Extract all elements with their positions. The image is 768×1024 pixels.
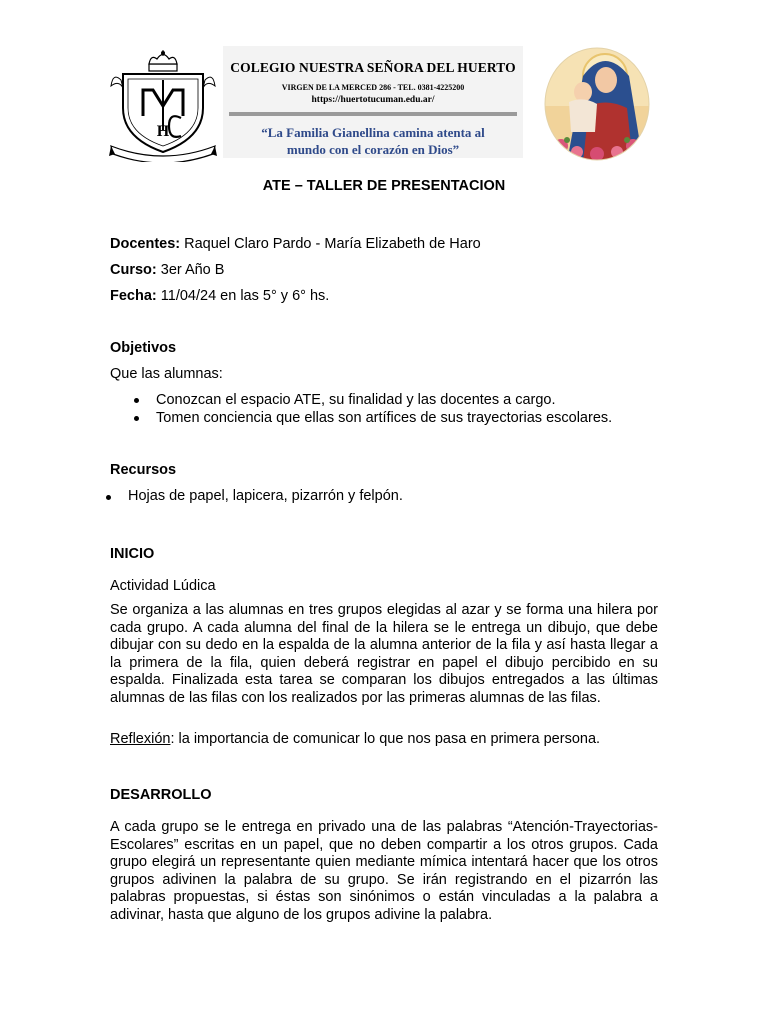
letterhead-block [223, 46, 523, 158]
bullet-icon [134, 398, 139, 403]
recursos-heading: Recursos [110, 462, 177, 478]
reflexion-text: : la importancia de comunicar lo que nos pasa en primera persona. [170, 731, 601, 747]
svg-text:H: H [156, 123, 170, 140]
crown-icon [149, 50, 177, 71]
desarrollo-heading: DESARROLLO [110, 787, 212, 803]
school-motto [223, 124, 523, 158]
reflexion-line [110, 730, 600, 748]
header-divider [229, 112, 517, 116]
fecha-value: 11/04/24 en las 5° y 6° hs. [156, 288, 330, 304]
inicio-heading: INICIO [110, 546, 155, 562]
letterhead-header [105, 40, 665, 165]
curso-label: Curso: [110, 262, 157, 278]
reflexion-label: Reflexión [110, 731, 171, 747]
docentes-value: Raquel Claro Pardo - María Elizabeth de Haro [180, 236, 481, 252]
fecha-label: Fecha: [110, 288, 157, 304]
docentes-line [110, 235, 481, 253]
curso-value: 3er Año B [156, 262, 225, 278]
motto-line-2: mundo con el corazón en Dios” [286, 142, 460, 157]
school-crest-logo [109, 50, 217, 162]
school-website: https://huertotucuman.edu.ar/ [311, 95, 435, 105]
objetivo-item: Tomen conciencia que ellas son artífices de sus trayectorias escolares. [156, 410, 613, 426]
document-title: ATE – TALLER DE PRESENTACION [262, 178, 506, 194]
desarrollo-paragraph: A cada grupo se le entrega en privado una de las palabras “Atención-Trayectorias-Escolares” escritas en un papel, que no deben compartir a los otros grupos. Cada grupo elegirá un representante quien mediante mímica intentará hacer que los otros grupos adivinen la palabra de su grupo. Se irán registrando en el pizarrón las palabras propuestas, si éstas son sinónimos o están vinculadas a la palabra a adivinar, hasta que alguno de los grupos adivine la palabra. [110, 819, 658, 923]
fecha-line [110, 287, 329, 305]
curso-line [110, 261, 224, 279]
bullet-icon [106, 495, 111, 500]
docentes-label: Docentes: [110, 236, 181, 252]
madonna-image [543, 46, 651, 162]
objetivos-heading: Objetivos [110, 340, 177, 356]
objetivo-item: Conozcan el espacio ATE, su finalidad y las docentes a cargo. [156, 392, 556, 408]
school-address: VIRGEN DE LA MERCED 286 - TEL. 0381-4225200 [281, 83, 465, 92]
motto-line-1: “La Familia Gianellina camina atenta al [261, 125, 485, 140]
objetivos-intro: Que las alumnas: [110, 366, 223, 382]
school-name: COLEGIO NUESTRA SEÑORA DEL HUERTO [230, 60, 516, 75]
inicio-paragraph: Se organiza a las alumnas en tres grupos elegidas al azar y se forma una hilera por cada grupo. A cada alumna del final de la hilera se le entrega un dibujo, que debe dibujar con su dedo en la espalda de la alumna anterior de la fila y así hasta llegar a la primera de la fila, quien deberá registrar en papel el dibujo percibido en su espalda. Finalizada esta tarea se comparan los dibujos entregados a las últimas alumnas de las filas con los realizados por las primeras alumnas de las filas. [110, 602, 658, 706]
bullet-icon [134, 416, 139, 421]
actividad-label: Actividad Lúdica [110, 578, 216, 594]
recurso-item: Hojas de papel, lapicera, pizarrón y felpón. [128, 488, 403, 504]
